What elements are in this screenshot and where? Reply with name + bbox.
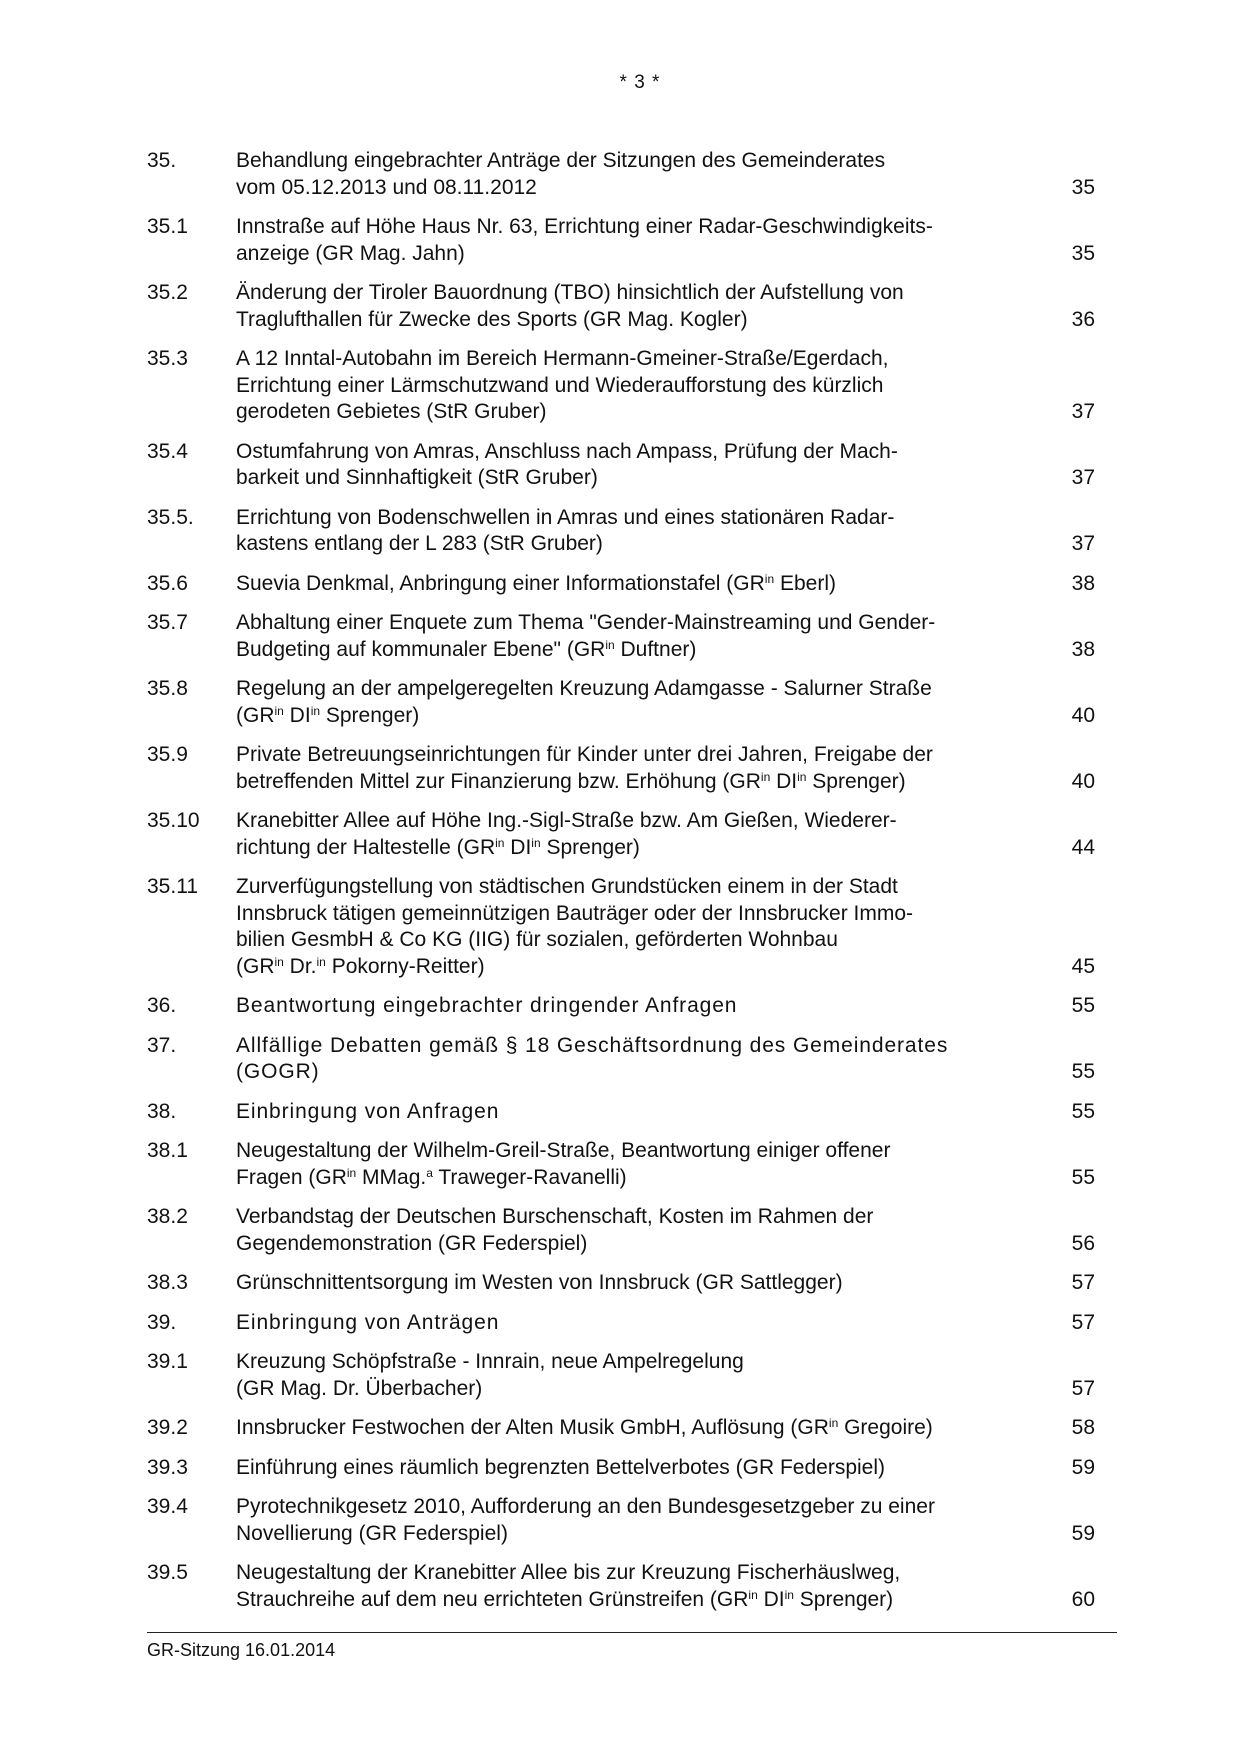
toc-entry-superscript: a bbox=[426, 1165, 433, 1180]
toc-entry-number: 38.2 bbox=[147, 1205, 188, 1228]
toc-entry-title bbox=[236, 280, 1059, 333]
toc-entry bbox=[147, 1204, 1095, 1257]
toc-entry bbox=[147, 1560, 1095, 1613]
toc-entry-page: 60 bbox=[1071, 1587, 1095, 1611]
toc-entry-title bbox=[236, 505, 1059, 558]
toc-entry-title-line: Einbringung von Anfragen bbox=[236, 1099, 500, 1123]
toc-entry-title-segment: Eberl) bbox=[774, 571, 836, 595]
toc-entry-title-segment: Abhaltung einer Enquete zum Thema "Gender-Mainstreaming und Gender- Budgeting auf kommunaler Ebene" (GR bbox=[236, 611, 936, 661]
toc-entry-title bbox=[236, 1204, 1059, 1257]
toc-entry-title-segment: Neugestaltung der Kranebitter Allee bis zur Kreuzung Fischerhäuslweg, Strauchreihe auf dem neu errichteten Grünstreifen (GR bbox=[236, 1561, 901, 1611]
toc-entry-title bbox=[236, 1099, 1059, 1126]
toc-entry bbox=[147, 742, 1095, 795]
toc-entry-number: 35.4 bbox=[147, 439, 188, 463]
toc-entry-title bbox=[236, 676, 1059, 729]
toc-entry-title-line: Beantwortung eingebrachter dringender Anfragen bbox=[236, 994, 738, 1017]
toc-entry-page: 58 bbox=[1071, 1416, 1095, 1439]
toc-entry-title-line: Gegendemonstration (GR Federspiel) bbox=[236, 1231, 588, 1255]
toc-entry-page: 59 bbox=[1071, 1521, 1095, 1545]
toc-entry-title-line: Errichtung von Bodenschwellen in Amras und eines stationären Radar- bbox=[236, 505, 895, 529]
toc-entry-title bbox=[236, 1415, 1059, 1442]
toc-entry bbox=[147, 505, 1095, 558]
toc-entry-page: 55 bbox=[1071, 994, 1095, 1017]
toc-entry bbox=[147, 1099, 1095, 1126]
toc-entry-title bbox=[236, 1455, 1059, 1482]
toc-entry-superscript: in bbox=[748, 1587, 758, 1602]
toc-entry-number: 39.4 bbox=[147, 1495, 188, 1518]
toc-entry-number: 37. bbox=[147, 1033, 177, 1057]
toc-entry-page: 37 bbox=[1071, 532, 1095, 555]
toc-entry-page: 55 bbox=[1071, 1099, 1095, 1123]
toc-entry-page: 57 bbox=[1071, 1310, 1095, 1334]
toc-entry-title bbox=[236, 610, 1059, 663]
toc-entry-title bbox=[236, 808, 1059, 861]
toc-entry bbox=[147, 1415, 1095, 1442]
toc-entry bbox=[147, 808, 1095, 861]
footer-session-date: GR-Sitzung 16.01.2014 bbox=[147, 1640, 336, 1660]
toc-entry-number: 35.6 bbox=[147, 571, 188, 595]
toc-entry-title-line: Innstraße auf Höhe Haus Nr. 63, Errichtung einer Radar-Geschwindigkeits- bbox=[236, 215, 933, 238]
toc-entry-title bbox=[236, 571, 1059, 598]
toc-entry-title-line: Novellierung (GR Federspiel) bbox=[236, 1521, 508, 1545]
toc-entry-title bbox=[236, 1033, 1059, 1086]
toc-entry-title-line: Behandlung eingebrachter Anträge der Sitzungen des Gemeinderates bbox=[236, 149, 886, 172]
toc-entry-title-segment: Gregoire) bbox=[838, 1416, 933, 1439]
toc-entry-title bbox=[236, 1270, 1059, 1297]
toc-entry-title-line: A 12 Inntal-Autobahn im Bereich Hermann-Gmeiner-Straße/Egerdach, bbox=[236, 347, 889, 370]
toc-entry-number: 35.9 bbox=[147, 743, 188, 766]
toc-entry bbox=[147, 874, 1095, 980]
toc-entry-superscript: in bbox=[310, 703, 321, 718]
toc-entry-title bbox=[236, 1138, 1059, 1191]
toc-entry-number: 35.11 bbox=[147, 875, 198, 898]
toc-entry-number: 35.2 bbox=[147, 281, 188, 304]
toc-entry-title-segment: DI bbox=[757, 1587, 785, 1611]
toc-entry-superscript: in bbox=[316, 954, 326, 969]
toc-entry bbox=[147, 1310, 1095, 1337]
toc-entry-number: 38. bbox=[147, 1099, 177, 1123]
toc-entry-superscript: in bbox=[797, 769, 807, 784]
toc-entry bbox=[147, 1033, 1095, 1086]
toc-entry bbox=[147, 1349, 1095, 1402]
toc-entry-title bbox=[236, 1494, 1059, 1547]
toc-entry-title-segment: MMag. bbox=[356, 1165, 427, 1189]
toc-entry-title bbox=[236, 439, 1059, 492]
toc-entry-page: 37 bbox=[1071, 400, 1095, 423]
toc-entry bbox=[147, 346, 1095, 426]
toc-entry-title-line: kastens entlang der L 283 (StR Gruber) bbox=[236, 532, 603, 555]
toc-entry-title-segment: Duftner) bbox=[614, 637, 697, 661]
toc-entry-number: 35. bbox=[147, 149, 177, 172]
toc-entry-title-segment: Zurverfügungstellung von städtischen Grundstücken einem in der Stadt Innsbruck tätigen gemeinnützigen Bauträger oder der Innsbrucker Immo- bilien GesmbH & Co KG (IIG) für sozialen, geförderten Wohnbau (GR bbox=[236, 875, 914, 978]
toc-entry-title-line: Einbringung von Anträgen bbox=[236, 1310, 500, 1334]
page-number: * 3 * bbox=[619, 72, 661, 93]
toc-entry-title bbox=[236, 874, 1059, 980]
toc-entry-title-line: Grünschnittentsorgung im Westen von Innsbruck (GR Sattlegger) bbox=[236, 1271, 843, 1294]
toc-entry-title-segment: Sprenger) bbox=[793, 1587, 894, 1611]
toc-entry-title bbox=[236, 346, 1059, 426]
toc-entry-number: 36. bbox=[147, 994, 177, 1017]
toc-entry-title-line: barkeit und Sinnhaftigkeit (StR Gruber) bbox=[236, 466, 598, 489]
toc-entry-title-segment: Innsbrucker Festwochen der Alten Musik GmbH, Auflösung (GR bbox=[236, 1416, 829, 1439]
toc-entry-superscript: in bbox=[346, 1165, 357, 1180]
toc-entry-title-line: anzeige (GR Mag. Jahn) bbox=[236, 241, 465, 265]
toc-entry-page: 59 bbox=[1071, 1455, 1095, 1479]
toc-entry-title-line: Kreuzung Schöpfstraße - Innrain, neue Ampelregelung bbox=[236, 1350, 744, 1373]
toc-entry-title bbox=[236, 1560, 1059, 1613]
toc-entry-superscript: in bbox=[274, 954, 284, 969]
toc-entry-title-line: Pyrotechnikgesetz 2010, Aufforderung an den Bundesgesetzgeber zu einer bbox=[236, 1495, 935, 1518]
toc-entry-superscript: in bbox=[495, 835, 505, 850]
toc-entry-page: 38 bbox=[1071, 571, 1095, 595]
toc-entry-page: 57 bbox=[1071, 1271, 1095, 1294]
toc-entry-number: 38.1 bbox=[147, 1139, 188, 1162]
toc-entry-title-line: Ostumfahrung von Amras, Anschluss nach Ampass, Prüfung der Mach- bbox=[236, 439, 898, 463]
toc-entry-title-line: (GR Mag. Dr. Überbacher) bbox=[236, 1376, 483, 1400]
toc-entry-title-line: vom 05.12.2013 und 08.11.2012 bbox=[236, 175, 537, 199]
toc-entry-page: 55 bbox=[1071, 1165, 1095, 1189]
toc-entry-number: 35.3 bbox=[147, 347, 188, 370]
toc-entry-number: 35.8 bbox=[147, 677, 188, 700]
toc-entry-page: 35 bbox=[1071, 175, 1095, 199]
toc-entry-title bbox=[236, 214, 1059, 267]
toc-entry-title-line: Einführung eines räumlich begrenzten Bettelverbotes (GR Federspiel) bbox=[236, 1455, 886, 1479]
toc-entry-title-line: Verbandstag der Deutschen Burschenschaft, Kosten im Rahmen der bbox=[236, 1205, 874, 1228]
toc-entry bbox=[147, 676, 1095, 729]
toc-entry-title-segment: Suevia Denkmal, Anbringung einer Informationstafel (GR bbox=[236, 571, 765, 595]
toc-entry bbox=[147, 1494, 1095, 1547]
toc-entry bbox=[147, 610, 1095, 663]
toc-entry-page: 44 bbox=[1071, 835, 1095, 859]
toc-entry-title bbox=[236, 993, 1059, 1020]
toc-entry-title-segment: Neugestaltung der Wilhelm-Greil-Straße, Beantwortung einiger offener Fragen (GR bbox=[236, 1139, 891, 1189]
toc-entry-title-line: (GOGR) bbox=[236, 1060, 320, 1083]
toc-entry-number: 35.1 bbox=[147, 215, 188, 238]
toc-entry-title-line: Allfällige Debatten gemäß § 18 Geschäftsordnung des Gemeinderates bbox=[236, 1033, 949, 1057]
toc-entry-number: 39. bbox=[147, 1310, 177, 1334]
toc-entry-superscript: in bbox=[828, 1416, 839, 1430]
toc-entry-superscript: in bbox=[764, 571, 775, 586]
toc-entry-title bbox=[236, 1349, 1059, 1402]
toc-entry bbox=[147, 280, 1095, 333]
toc-entry bbox=[147, 1270, 1095, 1297]
toc-entry-title-line: gerodeten Gebietes (StR Gruber) bbox=[236, 400, 547, 423]
toc-entry-title-segment: Sprenger) bbox=[540, 835, 640, 859]
toc-entry-title bbox=[236, 1310, 1059, 1337]
toc-entry-superscript: in bbox=[274, 703, 284, 718]
footer-divider bbox=[147, 1632, 1117, 1633]
toc-entry-superscript: in bbox=[605, 637, 615, 652]
toc-entry-title-line: Traglufthallen für Zwecke des Sports (GR Mag. Kogler) bbox=[236, 307, 748, 331]
toc-entry-title-segment: Private Betreuungseinrichtungen für Kinder unter drei Jahren, Freigabe der betreffenden Mittel zur Finanzierung bzw. Erhöhung (GR bbox=[236, 743, 933, 793]
toc-entry-title-line: Änderung der Tiroler Bauordnung (TBO) hinsichtlich der Aufstellung von bbox=[236, 281, 904, 304]
toc-entry-number: 39.2 bbox=[147, 1416, 188, 1439]
toc-entry-page: 35 bbox=[1071, 241, 1095, 265]
toc-entry-page: 40 bbox=[1071, 703, 1095, 727]
toc-entry-title-segment: Regelung an der ampelgeregelten Kreuzung Adamgasse - Salurner Straße (GR bbox=[236, 677, 932, 727]
toc-entry-title-segment: Sprenger) bbox=[320, 703, 420, 727]
toc-entry-number: 35.5. bbox=[147, 505, 194, 529]
toc-entry-title-segment: DI bbox=[283, 703, 311, 727]
toc-entry-superscript: in bbox=[784, 1587, 794, 1602]
toc-entry-number: 39.1 bbox=[147, 1350, 188, 1373]
toc-entry-title bbox=[236, 148, 1059, 201]
toc-entry-number: 35.7 bbox=[147, 611, 188, 634]
toc-entry bbox=[147, 993, 1095, 1020]
toc-entry bbox=[147, 439, 1095, 492]
toc-entry-page: 45 bbox=[1071, 954, 1095, 978]
toc-entry-title-segment: Traweger-Ravanelli) bbox=[432, 1165, 627, 1189]
toc-entry-title-segment: DI bbox=[770, 769, 798, 793]
toc-entry-number: 39.3 bbox=[147, 1455, 188, 1479]
toc-entry-page: 55 bbox=[1071, 1060, 1095, 1083]
toc-entry-page: 56 bbox=[1071, 1231, 1095, 1255]
toc-entry-title-line: Errichtung einer Lärmschutzwand und Wiederaufforstung des kürzlich bbox=[236, 373, 884, 397]
toc-entry-page: 37 bbox=[1071, 466, 1095, 489]
toc-entry-superscript: in bbox=[760, 769, 771, 784]
toc-entry bbox=[147, 1455, 1095, 1482]
toc-entry-number: 39.5 bbox=[147, 1561, 188, 1584]
toc-entry-title-segment: Kranebitter Allee auf Höhe Ing.-Sigl-Straße bzw. Am Gießen, Wiederer- richtung der Haltestelle (GR bbox=[236, 809, 897, 859]
toc-entry-page: 38 bbox=[1071, 637, 1095, 661]
toc-entry bbox=[147, 571, 1095, 598]
toc-entry-number: 35.10 bbox=[147, 809, 200, 832]
toc-entry-page: 36 bbox=[1071, 307, 1095, 331]
toc-entry-title-segment: Dr. bbox=[283, 954, 317, 978]
toc-entry-superscript: in bbox=[531, 835, 541, 850]
toc-entry-title-segment: Sprenger) bbox=[806, 769, 906, 793]
toc-entry-title-segment: DI bbox=[504, 835, 532, 859]
toc-entry bbox=[147, 1138, 1095, 1191]
toc-entry bbox=[147, 214, 1095, 267]
toc-entry-page: 40 bbox=[1071, 769, 1095, 793]
table-of-contents bbox=[147, 148, 1095, 1626]
toc-entry-title-segment: Pokorny-Reitter) bbox=[325, 954, 485, 978]
toc-entry-number: 38.3 bbox=[147, 1271, 188, 1294]
toc-entry bbox=[147, 148, 1095, 201]
toc-entry-page: 57 bbox=[1071, 1376, 1095, 1400]
toc-entry-title bbox=[236, 742, 1059, 795]
